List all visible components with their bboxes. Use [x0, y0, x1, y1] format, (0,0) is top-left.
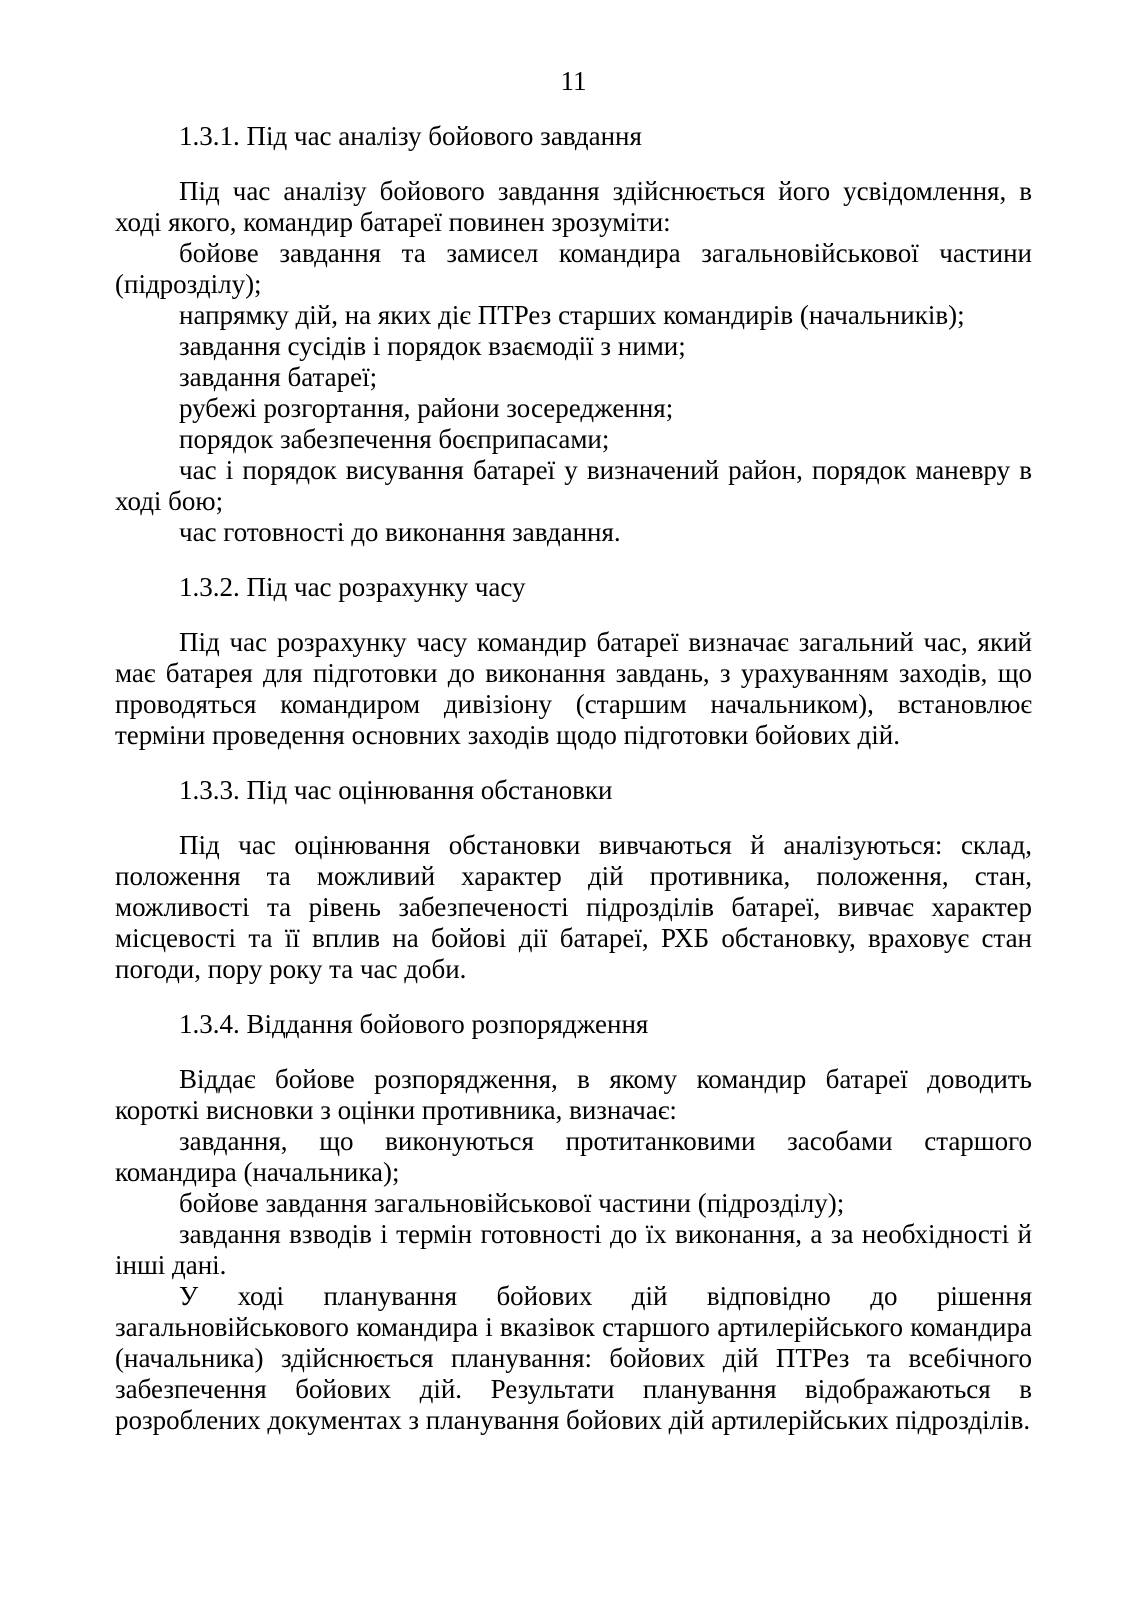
section-heading-1-3-2: 1.3.2. Під час розрахунку часу [179, 572, 526, 602]
list-item: напрямку дій, на яких діє ПТРез старших командирів (начальників); [179, 300, 965, 330]
list-item: час готовності до виконання завдання. [179, 517, 621, 547]
list-item: бойове завдання та замисел командира загальновійськової частини (підрозділу); [115, 238, 1032, 299]
list-item: завдання, що виконуються протитанковими засобами старшого командира (начальника); [115, 1126, 1032, 1187]
list-item: рубежі розгортання, райони зосередження; [179, 393, 674, 423]
list-item: завдання сусідів і порядок взаємодії з ними; [179, 331, 686, 361]
list-item: порядок забезпечення боєприпасами; [179, 424, 610, 454]
list-item: час і порядок висування батареї у визначений район, порядок маневру в ході бою; [115, 455, 1032, 516]
paragraph: Віддає бойове розпорядження, в якому командир батареї доводить короткі висновки з оцінки противника, визначає: [115, 1064, 1032, 1125]
list-item: завдання батареї; [179, 362, 378, 392]
paragraph: Під час оцінювання обстановки вивчаються й аналізуються: склад, положення та можливий характер дій противника, положення, стан, можливості та рівень забезпеченості підрозділів батареї, вивчає характер місцевості та її вплив на бойові дії батареї, РХБ обстановку, враховує стан погоди, пору року та час доби. [115, 830, 1032, 984]
paragraph: У ході планування бойових дій відповідно до рішення загальновійськового командира і вказівок старшого артилерійського командира (начальника) здійснюється планування: бойових дій ПТРез та всебічного забезпечення бойових дій. Результати планування відображаються в розроблених документах з планування бойових дій артилерійських підрозділів. [115, 1281, 1032, 1435]
section-heading-1-3-1: 1.3.1. Під час аналізу бойового завдання [179, 121, 642, 151]
section-heading-1-3-3: 1.3.3. Під час оцінювання обстановки [179, 775, 613, 805]
list-item: бойове завдання загальновійськової частини (підрозділу); [179, 1188, 845, 1218]
list-item: завдання взводів і термін готовності до їх виконання, а за необхідності й інші дані. [115, 1219, 1032, 1280]
paragraph: Під час аналізу бойового завдання здійснюється його усвідомлення, в ході якого, командир батареї повинен зрозуміти: [115, 176, 1032, 237]
page-number: 11 [560, 66, 587, 96]
section-heading-1-3-4: 1.3.4. Віддання бойового розпорядження [179, 1009, 649, 1039]
paragraph: Під час розрахунку часу командир батареї визначає загальний час, який має батарея для підготовки до виконання завдань, з урахуванням заходів, що проводяться командиром дивізіону (старшим начальником), встановлює терміни проведення основних заходів щодо підготовки бойових дій. [115, 627, 1032, 750]
